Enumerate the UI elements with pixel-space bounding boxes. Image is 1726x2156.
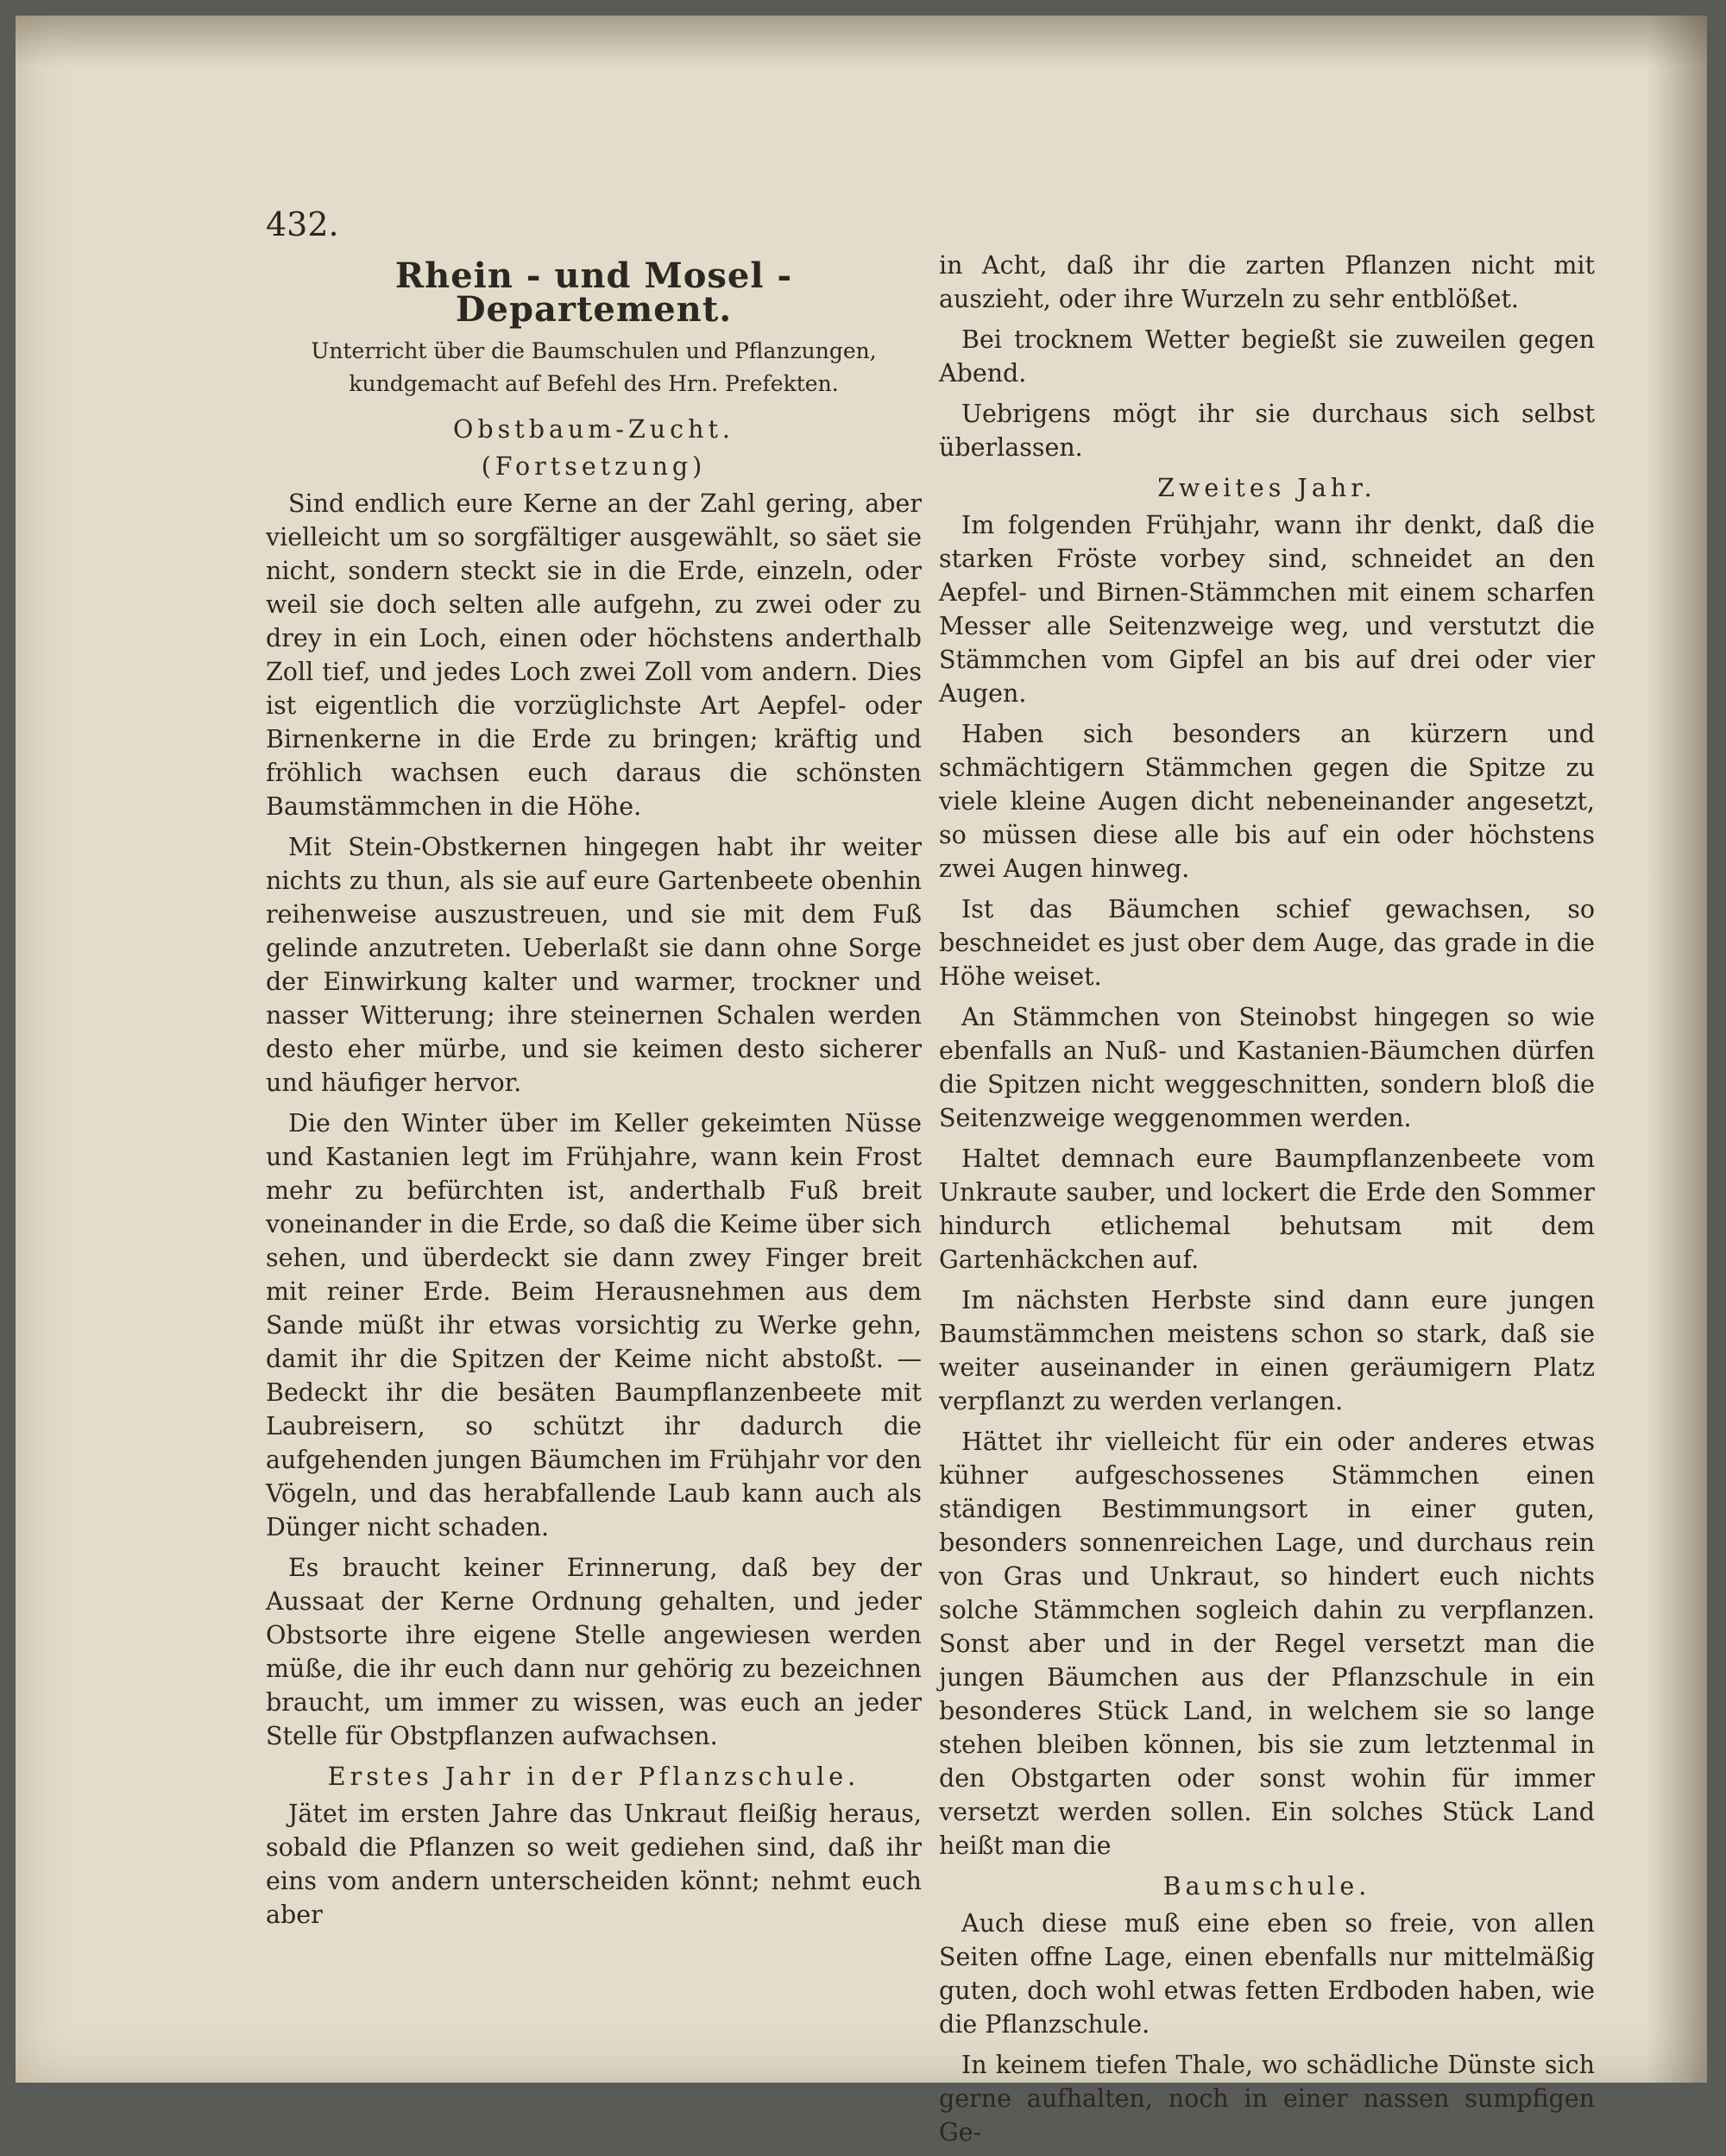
paragraph: Uebrigens mögt ihr sie durchaus sich selbst überlassen. (939, 400, 1595, 462)
section-heading-zweites-jahr: Zweites Jahr. (1157, 474, 1376, 502)
paragraph: An Stämmchen von Steinobst hingegen so wie ebenfalls an Nuß- und Kastanien-Bäumchen dürfen die Spitzen nicht weggeschnitten, sondern bloß die Seitenzweige weggenommen werden. (939, 1003, 1595, 1132)
paragraph: In keinem tiefen Thale, wo schädliche Dünste sich gerne aufhalten, noch in einer nassen sumpfigen Ge- (939, 2051, 1595, 2147)
department-title: Rhein - und Mosel - Departement. (394, 255, 793, 330)
section-heading-obstbaum: Obstbaum-Zucht. (453, 415, 734, 444)
paragraph: in Acht, daß ihr die zarten Pflanzen nicht mit auszieht, oder ihre Wurzeln zu sehr entblößet. (939, 251, 1595, 313)
page-number: 432. (266, 205, 339, 243)
book-page (16, 16, 1707, 2147)
paragraph: Die den Winter über im Keller gekeimten Nüsse und Kastanien legt im Frühjahre, wann kein Frost mehr zu befürchten ist, anderthalb Fuß breit voneinander in die Erde, so daß die Keime über sich sehen, und überdeckt sie dann zwey Finger breit mit reiner Erde. Beim Herausnehmen aus dem Sande müßt ihr etwas vorsichtig zu Werke gehn, damit ihr die Spitzen der Keime nicht abstoßt. — Bedeckt ihr die besäten Baumpflanzenbeete mit Laubreisern, so schützt ihr dadurch die aufgehenden jungen Bäumchen im Frühjahr vor den Vögeln, und das herabfallende Laub kann auch als Dünger nicht schaden. (266, 1109, 922, 1541)
paragraph: Im nächsten Herbste sind dann eure jungen Baumstämmchen meistens schon so stark, daß sie weiter auseinander in einen geräumigern Platz verpflanzt zu werden verlangen. (939, 1286, 1595, 1415)
paragraph: Sind endlich eure Kerne an der Zahl gering, aber vielleicht um so sorgfältiger ausgewählt, so säet sie nicht, sondern steckt sie in die Erde, einzeln, oder weil sie doch selten alle aufgehn, zu zwei oder zu drey in ein Loch, einen oder höchstens anderthalb Zoll tief, und jedes Loch zwei Zoll vom andern. Dies ist eigentlich die vorzüglichste Art Aepfel- oder Birnenkerne in die Erde zu bringen; kräftig und fröhlich wachsen euch daraus die schönsten Baumstämmchen in die Höhe. (266, 489, 922, 821)
paragraph: Jätet im ersten Jahre das Unkraut fleißig heraus, sobald die Pflanzen so weit gediehen sind, daß ihr eins vom andern unterscheiden könnt; nehmt euch aber (266, 1800, 922, 1929)
paragraph: Haben sich besonders an kürzern und schmächtigern Stämmchen gegen die Spitze zu viele kleine Augen dicht nebeneinander angesetzt, so müssen diese alle bis auf ein oder höchstens zwei Augen hinweg. (939, 720, 1595, 883)
paragraph: Es braucht keiner Erinnerung, daß bey der Aussaat der Kerne Ordnung gehalten, und jeder Obstsorte ihre eigene Stelle angewiesen werden müße, die ihr euch dann nur gehörig zu bezeichnen braucht, um immer zu wissen, was euch an jeder Stelle für Obstpflanzen aufwachsen. (266, 1554, 922, 1750)
continuation-note: (Fortsetzung) (481, 452, 707, 481)
page-top-edge (16, 16, 1707, 67)
left-column (266, 249, 922, 1939)
paragraph: Haltet demnach eure Baumpflanzenbeete vom Unkraute sauber, und lockert die Erde den Sommer hindurch etlichemal behutsam mit dem Gartenhäckchen auf. (939, 1144, 1595, 1274)
section-heading-erstes-jahr: Erstes Jahr in der Pflanzschule. (327, 1762, 860, 1791)
paragraph: Mit Stein-Obstkernen hingegen habt ihr weiter nichts zu thun, als sie auf eure Gartenbeete obenhin reihenweise auszustreuen, und sie mit dem Fuß gelinde anzutreten. Ueberlaßt sie dann ohne Sorge der Einwirkung kalter und warmer, trockner und nasser Witterung; ihre steinernen Schalen werden desto eher mürbe, und sie keimen desto sicherer und häufiger hervor. (266, 833, 922, 1097)
paragraph: Auch diese muß eine eben so freie, von allen Seiten offne Lage, einen ebenfalls nur mittelmäßig guten, doch wohl etwas fetten Erdboden haben, wie die Pflanzschule. (939, 1909, 1595, 2039)
page-gutter-shadow (1647, 16, 1707, 2083)
paragraph: Hättet ihr vielleicht für ein oder anderes etwas kühner aufgeschossenes Stämmchen einen ständigen Bestimmungsort in einer guten, besonders sonnenreichen Lage, und durchaus rein von Gras und Unkraut, so hindert euch nichts solche Stämmchen sogleich dahin zu verpflanzen. Sonst aber und in der Regel versetzt man die jungen Bäumchen aus der Pflanzschule in ein besonderes Stück Land, in welchem sie so lange stehen bleiben können, bis sie zum letztenmal in den Obstgarten oder sonst wohin für immer versetzt werden sollen. Ein solches Stück Land heißt man die (939, 1428, 1595, 1860)
paragraph: Ist das Bäumchen schief gewachsen, so beschneidet es just ober dem Auge, das grade in die Höhe weiset. (939, 895, 1595, 991)
paragraph: Im folgenden Frühjahr, wann ihr denkt, daß die starken Fröste vorbey sind, schneidet an den Aepfel- und Birnen-Stämmchen mit einem scharfen Messer alle Seitenzweige weg, und verstutzt die Stämmchen vom Gipfel an bis auf drei oder vier Augen. (939, 511, 1595, 708)
paragraph: Bei trocknem Wetter begießt sie zuweilen gegen Abend. (939, 325, 1595, 388)
section-heading-baumschule: Baumschule. (1162, 1872, 1371, 1901)
article-subtitle: Unterricht über die Baumschulen und Pflanzungen, kundgemacht auf Befehl des Hrn. Prefekten. (311, 338, 877, 396)
right-column (939, 249, 1595, 2156)
